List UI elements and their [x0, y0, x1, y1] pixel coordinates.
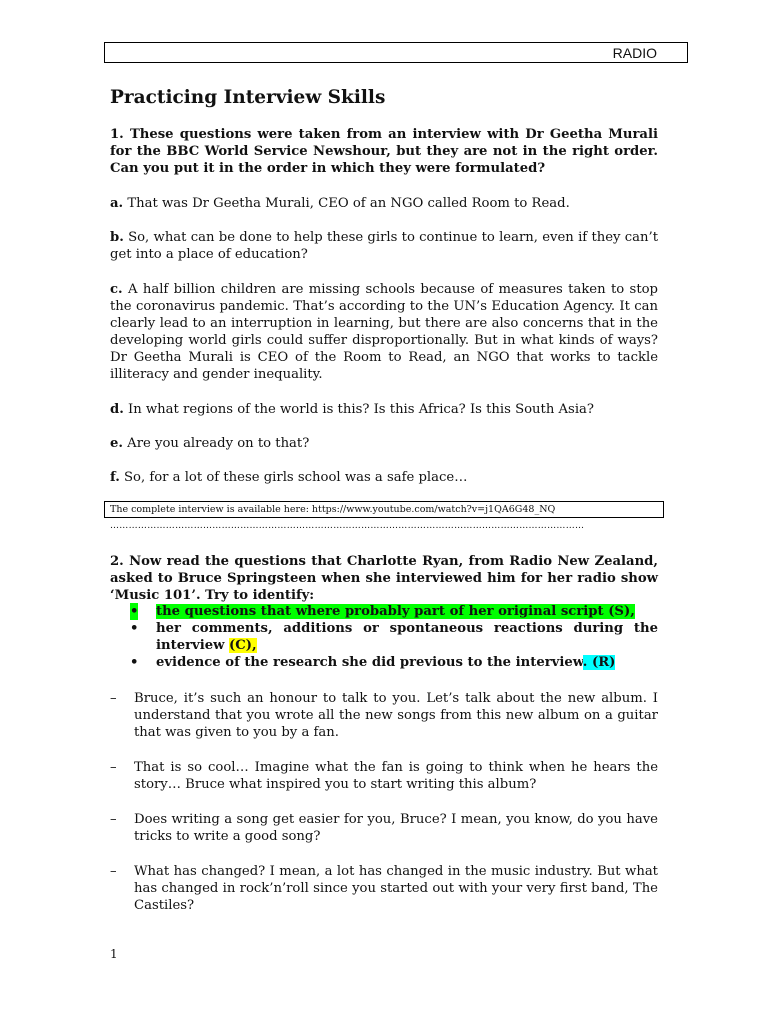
bullet-dot-icon: • — [130, 655, 139, 670]
q2-line-3-text: Does writing a song get easier for you, Bruce? I mean, you know, do you have tricks to write a good song? — [134, 812, 658, 844]
q1-item-b-text: So, what can be done to help these girls to continue to learn, even if they can’t get into a place of education? — [110, 230, 658, 262]
bullet-dot-icon: • — [130, 621, 139, 636]
q2-line-1 — [110, 690, 658, 741]
q1-item-f-text: So, for a lot of these girls school was a safe place… — [119, 470, 468, 485]
bullet-script-code: (S), — [608, 604, 635, 619]
q1-item-e — [110, 435, 658, 452]
q1-item-c-text: A half billion children are missing schools because of measures taken to stop the coronavirus pandemic. That’s according to the UN’s Education Agency. It can clearly lead to an interruption in learning, but there are also concerns that in the developing world girls could suffer disproportionally. But in what kinds of ways? Dr Geetha Murali is CEO of the Room to Read, an NGO that works to tackle illiteracy and gender inequality. — [110, 282, 658, 382]
q1-item-c — [110, 281, 658, 383]
q1-item-e-letter: e. — [110, 436, 123, 451]
q1-item-d-text: In what regions of the world is this? Is this Africa? Is this South Asia? — [123, 402, 594, 417]
q2-line-1-text: Bruce, it’s such an honour to talk to you. Let’s talk about the new album. I understand that you wrote all the new songs from this new album on a guitar that was given to you by a fan. — [134, 691, 658, 740]
q1-item-b — [110, 229, 658, 263]
q2-line-2-text: That is so cool… Imagine what the fan is going to think when he hears the story… Bruce what inspired you to start writing this album? — [134, 760, 658, 792]
dash-marker: – — [110, 691, 117, 706]
separator-dots: ……………………………………………………………………………………………………………………………………… — [110, 521, 585, 531]
q1-instruction: 1. These questions were taken from an interview with Dr Geetha Murali for the BBC World Service Newshour, but they are not in the right order. Can you put it in the order in which they were formulated? — [110, 127, 658, 176]
q1-item-a — [110, 195, 658, 212]
bullet-dot-icon: • — [130, 604, 139, 619]
q2-line-4 — [110, 863, 658, 914]
bullet-research — [110, 654, 658, 671]
q1-item-c-letter: c. — [110, 282, 123, 297]
dash-marker: – — [110, 812, 117, 827]
q2-line-3 — [110, 811, 658, 845]
page-number: 1 — [110, 947, 118, 961]
bullet-comments-text: her comments, additions or spontaneous reactions during the interview — [156, 621, 658, 653]
header-label: RADIO — [612, 45, 657, 61]
bullet-script-text: the questions that where probably part of her original script — [156, 604, 609, 619]
q1-item-e-text: Are you already on to that? — [122, 436, 310, 451]
dash-marker: – — [110, 864, 117, 879]
bullet-script — [110, 603, 658, 620]
q1-item-f-letter: f. — [110, 470, 120, 485]
q1-item-d — [110, 401, 658, 418]
q1-item-b-letter: b. — [110, 230, 124, 245]
interview-link-note: The complete interview is available here: https://www.youtube.com/watch?v=j1QA6G48_NQ — [104, 501, 664, 518]
q2-instruction: 2. Now read the questions that Charlotte Ryan, from Radio New Zealand, asked to Bruce Springsteen when she interviewed him for her radio show ‘Music 101’. Try to identify: — [110, 554, 658, 603]
q1-item-f — [110, 469, 658, 486]
q2-line-2 — [110, 759, 658, 793]
bullet-comments — [110, 620, 658, 654]
q2-bullet-list — [110, 603, 658, 671]
bullet-comments-code: (C), — [229, 638, 257, 653]
bullet-research-text: evidence of the research she did previous to the interview — [156, 655, 583, 670]
q2-line-4-text: What has changed? I mean, a lot has changed in the music industry. But what has changed in rock’n’roll since you started out with your very first band, The Castiles? — [134, 864, 658, 913]
q1-item-a-letter: a. — [110, 196, 124, 211]
q1-item-a-text: That was Dr Geetha Murali, CEO of an NGO called Room to Read. — [123, 196, 570, 211]
q1-item-d-letter: d. — [110, 402, 124, 417]
dash-marker: – — [110, 760, 117, 775]
bullet-research-code: . (R) — [582, 655, 616, 670]
page-title: Practicing Interview Skills — [110, 87, 386, 108]
header-box — [104, 42, 688, 63]
